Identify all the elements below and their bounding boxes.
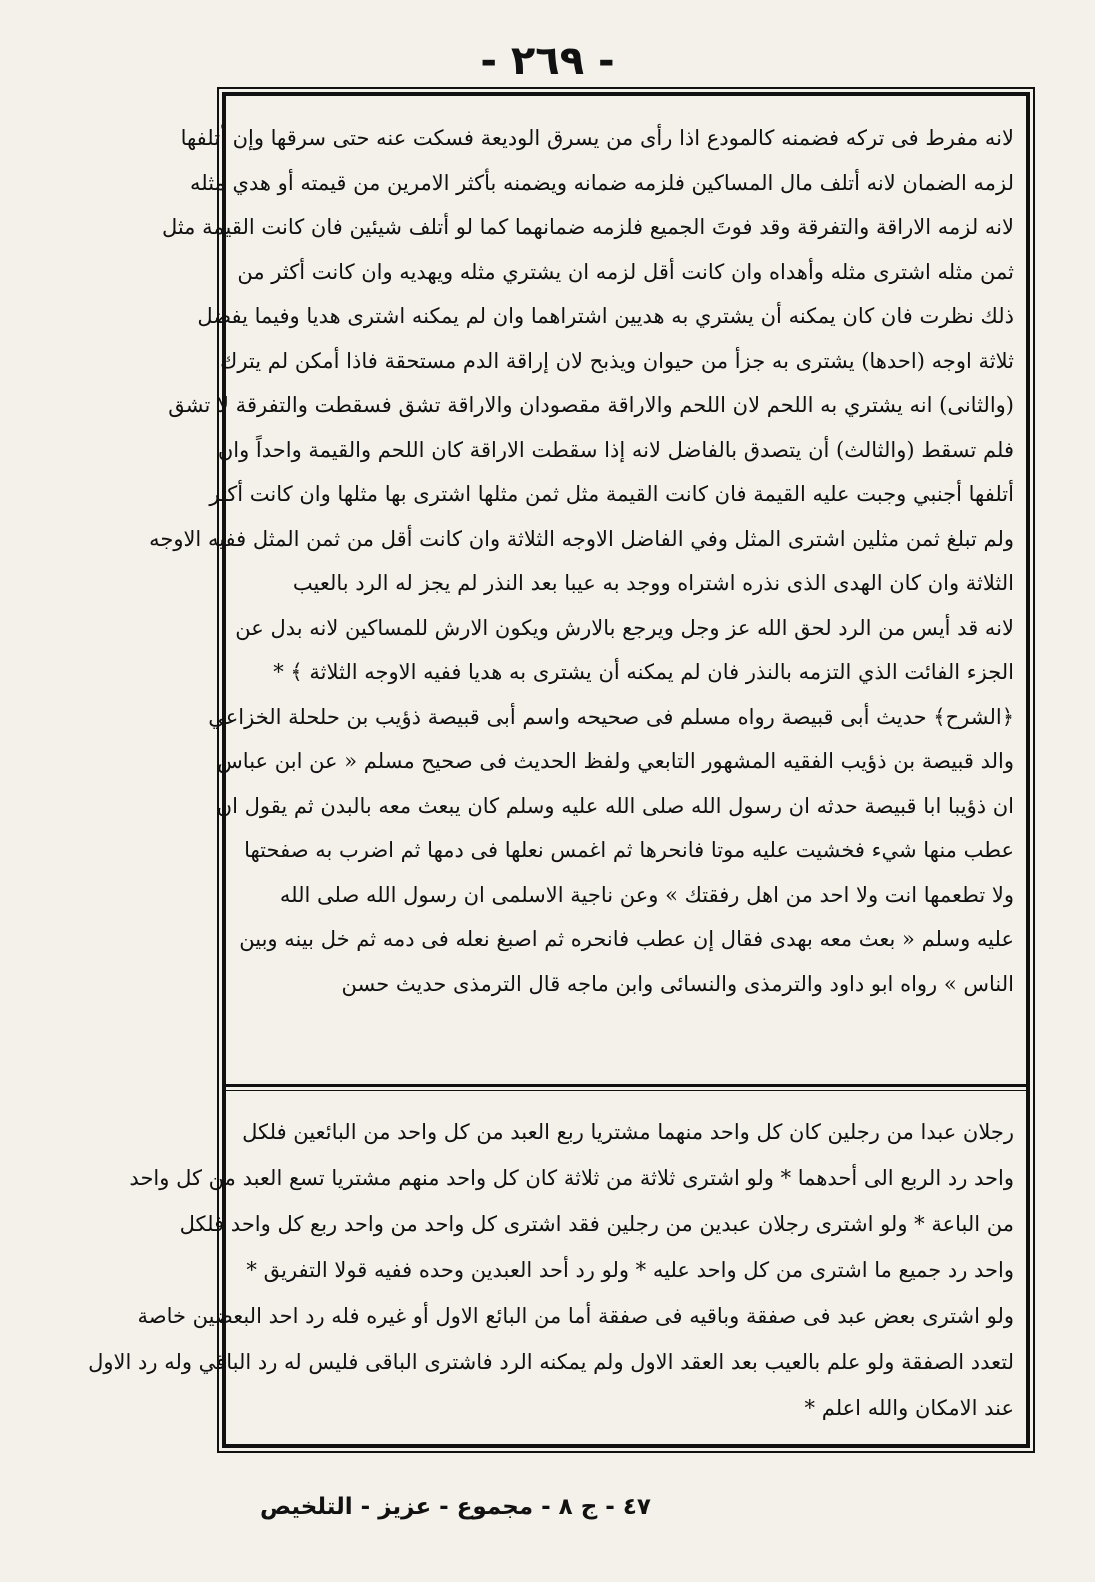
text-line: ﴿الشرح﴾ حديث أبى قبيصة رواه مسلم فى صحيحه واسم أبى قبيصة ذؤيب بن حلحلة الخزاعي xyxy=(208,704,1014,729)
text-line: لانه مفرط فى تركه فضمنه كالمودع اذا رأى من يسرق الوديعة فسكت عنه حتى سرقها وإن أتلفها xyxy=(180,126,1014,150)
text-line: لانه قد أيس من الرد لحق الله عز وجل ويرجع بالارش ويكون الارش للمساكين لانه بدل عن xyxy=(235,615,1014,640)
footnote-line: رجلان عبدا من رجلين كان كل واحد منهما مشتريا ربع العبد من كل واحد من البائعين فلكل xyxy=(242,1120,1014,1144)
footnote-line: لتعدد الصفقة ولو علم بالعيب بعد العقد الاول ولم يمكنه الرد فاشترى الباقى فليس له رد الباقي وله رد الاول xyxy=(88,1350,1014,1374)
text-line: (والثانى) انه يشتري به اللحم لان اللحم والاراقة مقصودان والاراقة تشق فسقطت والتفرقة لا تشق xyxy=(168,393,1014,417)
text-line: ولم تبلغ ثمن مثلين اشترى المثل وفي الفاضل الاوجه الثلاثة وان كانت أقل من ثمن المثل ففيه الاوجه xyxy=(149,526,1014,551)
page-footer: ٤٧ - ج ٨ - مجموع - عزيز - التلخيص xyxy=(260,1494,651,1520)
text-line: لانه لزمه الاراقة والتفرقة وقد فوتَ الجميع فلزمه ضمانهما كما لو أتلف شيئين فان كانت القيمة مثل xyxy=(161,215,1014,239)
footnote-line: عند الامكان والله اعلم * xyxy=(804,1396,1014,1420)
text-line: ثلاثة اوجه (احدها) يشترى به جزأ من حيوان ويذبح لان إراقة الدم مستحقة فاذا أمكن لم يترك xyxy=(220,348,1014,373)
text-line: الناس » رواه ابو داود والترمذى والنسائى وابن ماجه قال الترمذى حديث حسن xyxy=(341,971,1014,996)
text-line: ذلك نظرت فان كان يمكنه أن يشتري به هديين اشتراهما وان لم يمكنه اشترى هديا وفيما يفضل xyxy=(197,304,1014,328)
section-separator xyxy=(226,1084,1026,1087)
text-line: أتلفها أجنبي وجبت عليه القيمة فان كانت القيمة مثل ثمن مثلها اشترى بها مثلها وان كانت أكثر xyxy=(209,482,1014,506)
text-line: لزمه الضمان لانه أتلف مال المساكين فلزمه ضمانه ويضمنه بأكثر الامرين من قيمته أو هدي مثله xyxy=(190,170,1014,195)
main-text xyxy=(149,116,1014,1006)
text-line: عطب منها شيء فخشيت عليه موتا فانحرها ثم اغمس نعلها فى دمها ثم اضرب به صفحتها xyxy=(244,838,1014,862)
text-line: فلم تسقط (والثالث) أن يتصدق بالفاضل لانه إذا سقطت الاراقة كان اللحم والقيمة واحداً وان xyxy=(217,437,1014,462)
text-line: ان ذؤيبا ابا قبيصة حدثه ان رسول الله صلى الله عليه وسلم كان يبعث معه بالبدن ثم يقول ان xyxy=(216,793,1014,818)
text-line: ثمن مثله اشترى مثله وأهداه وان كانت أقل لزمه ان يشتري مثله ويهديه وان كانت أكثر من xyxy=(237,259,1014,284)
page-number: - ٢٦٩ - xyxy=(480,38,615,84)
text-line: عليه وسلم « بعث معه بهدى فقال إن عطب فانحره ثم اصبغ نعله فى دمه ثم خل بينه وبين xyxy=(239,927,1014,951)
text-line: ولا تطعمها انت ولا احد من اهل رفقتك » وعن ناجية الاسلمى ان رسول الله صلى الله xyxy=(279,882,1014,907)
footnote-text xyxy=(88,1109,1014,1431)
footnote-line: واحد رد جميع ما اشترى من كل واحد عليه * ولو رد أحد العبدين وحده ففيه قولا التفريق * xyxy=(246,1258,1014,1282)
footnote-line: من الباعة * ولو اشترى رجلان عبدين من رجلين فقد اشترى كل واحد من واحد ربع كل واحد فلكل xyxy=(179,1212,1014,1236)
text-line: الثلاثة وان كان الهدى الذى نذره اشتراه ووجد به عيبا بعد النذر لم يجز له الرد بالعيب xyxy=(292,571,1014,595)
footnote-line: ولو اشترى بعض عبد فى صفقة وباقيه فى صفقة أما من البائع الاول أو غيره فله رد احد البعضين خاصة xyxy=(137,1304,1014,1328)
footnote-line: واحد رد الربع الى أحدهما * ولو اشترى ثلاثة من ثلاثة كان كل واحد منهم مشتريا تسع العبد من كل واحد xyxy=(129,1166,1014,1190)
text-line: الجزء الفائت الذي التزمه بالنذر فان لم يمكنه أن يشترى به هديا ففيه الاوجه الثلاثة ﴾ * xyxy=(273,660,1014,684)
text-line: والد قبيصة بن ذؤيب الفقيه المشهور التابعي ولفظ الحديث فى صحيح مسلم « عن ابن عباس xyxy=(217,749,1014,773)
